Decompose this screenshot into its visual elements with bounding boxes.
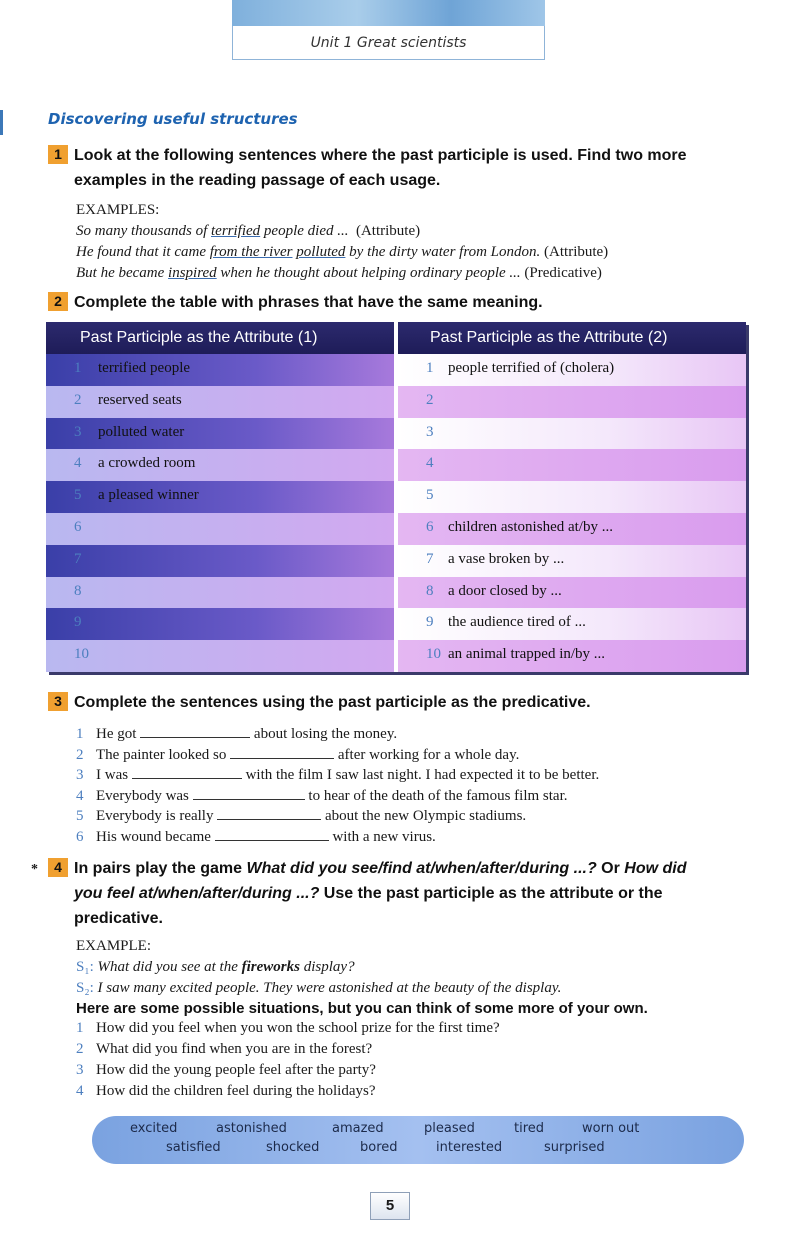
phrase-attribute-2: a vase broken by ... — [448, 550, 565, 567]
unit-title: Unit 1 Great scientists — [232, 26, 545, 60]
sentence-start: I was — [96, 767, 129, 784]
row-number: 2 — [74, 391, 82, 408]
optional-star: * — [31, 862, 38, 877]
cell-left — [46, 577, 394, 609]
answer-blank — [217, 807, 321, 820]
item-number: 6 — [76, 829, 84, 845]
cell-right — [398, 449, 746, 481]
row-number: 8 — [426, 582, 434, 599]
dialogue-line: S₁: What did you see at the fireworks display? — [76, 959, 355, 975]
cell-left — [46, 608, 394, 640]
column-header-1: Past Participle as the Attribute (1) — [80, 329, 318, 346]
phrase-attribute-2: the audience tired of ... — [448, 614, 586, 631]
cell-right — [398, 608, 746, 640]
example-sentence: So many thousands of terrified people died ... (Attribute) — [76, 223, 421, 239]
sentence-end: with a new virus. — [332, 829, 436, 845]
situations-heading: Here are some possible situations, but you can think of some more of your own. — [76, 1000, 648, 1017]
row-number: 2 — [426, 391, 434, 408]
example-label: EXAMPLE: — [76, 938, 151, 954]
sentence-start: Everybody was — [96, 787, 189, 804]
answer-blank — [230, 746, 334, 759]
phrase-attribute-2: people terrified of (cholera) — [448, 360, 615, 376]
row-number: 6 — [74, 519, 82, 535]
question-number: 4 — [76, 1083, 84, 1099]
side-marker — [0, 110, 3, 135]
cell-right — [398, 545, 746, 577]
example-sentence: But he became inspired when he thought about helping ordinary people ... (Predicative) — [76, 265, 602, 281]
sentence-start: Everybody is really — [96, 808, 214, 825]
word-bank-item: pleased — [424, 1121, 475, 1136]
cell-left — [46, 545, 394, 577]
question-item — [76, 1039, 372, 1059]
question-item — [76, 1060, 376, 1080]
word-bank-item: satisfied — [166, 1140, 221, 1155]
sentence-item — [76, 806, 526, 826]
phrase-attribute-1: terrified people — [98, 360, 191, 376]
word-bank-item: amazed — [332, 1121, 384, 1136]
answer-blank — [215, 828, 329, 841]
phrase-attribute-1: a crowded room — [98, 455, 196, 472]
dialogue-line: S₂: I saw many excited people. They were astonished at the beauty of the display. — [76, 980, 562, 996]
phrase-attribute-2: children astonished at/by ... — [448, 519, 613, 535]
sentence-start: The painter looked so — [96, 746, 227, 763]
cell-left — [46, 354, 394, 386]
phrase-table — [46, 322, 746, 672]
question-item — [76, 1081, 376, 1101]
answer-blank — [132, 766, 242, 779]
cell-right — [398, 386, 746, 418]
item-number: 1 — [76, 726, 84, 742]
row-number: 4 — [74, 455, 82, 472]
exercise-number: 3 — [48, 692, 68, 711]
row-number: 4 — [426, 455, 434, 472]
row-number: 6 — [426, 519, 434, 535]
item-number: 3 — [76, 767, 84, 784]
exercise-number: 4 — [48, 858, 68, 877]
sentence-item — [76, 786, 568, 806]
exercise-number: 1 — [48, 145, 68, 164]
sentence-end: about the new Olympic stadiums. — [324, 808, 527, 825]
cell-right — [398, 418, 746, 450]
answer-blank — [140, 725, 250, 738]
row-number: 3 — [74, 423, 82, 440]
question-text: What did you find when you are in the forest? — [96, 1041, 373, 1057]
row-number: 7 — [74, 550, 82, 567]
cell-left — [46, 386, 394, 418]
section-title: Discovering useful structures — [48, 110, 298, 128]
phrase-attribute-1: a pleased winner — [98, 487, 199, 504]
page-number: 5 — [370, 1192, 410, 1220]
question-number: 1 — [76, 1020, 84, 1036]
question-text: How did the children feel during the holidays? — [96, 1083, 376, 1099]
row-number: 8 — [74, 582, 82, 599]
word-bank-item: astonished — [216, 1121, 287, 1136]
sentence-end: about losing the money. — [253, 726, 398, 742]
cell-left — [46, 449, 394, 481]
word-bank-item: shocked — [266, 1140, 320, 1155]
word-bank-item: interested — [436, 1140, 503, 1155]
question-item — [76, 1018, 500, 1038]
cell-right — [398, 513, 746, 545]
sentence-start: He got — [96, 726, 137, 742]
row-number: 9 — [74, 614, 82, 631]
question-text: How did the young people feel after the party? — [96, 1062, 376, 1078]
column-header-2: Past Participle as the Attribute (2) — [430, 329, 668, 346]
exercise-number: 2 — [48, 292, 68, 311]
word-bank-item: bored — [360, 1140, 398, 1155]
cell-right — [398, 481, 746, 513]
row-number: 10 — [74, 646, 89, 663]
column-divider — [394, 322, 398, 672]
examples-label: EXAMPLES: — [76, 202, 160, 218]
answer-blank — [193, 787, 305, 800]
phrase-attribute-2: an animal trapped in/by ... — [448, 646, 606, 663]
cell-right — [398, 354, 746, 386]
row-number: 1 — [74, 360, 82, 376]
sentence-end: with the film I saw last night. I had expected it to be better. — [245, 767, 600, 784]
phrase-attribute-1: polluted water — [98, 423, 185, 440]
sentence-start: His wound became — [96, 829, 211, 845]
question-text: How did you feel when you won the school prize for the first time? — [96, 1020, 500, 1036]
exercise-2-heading: 2 Complete the table with phrases that have the same meaning. — [48, 290, 543, 315]
row-number: 7 — [426, 550, 434, 567]
item-number: 4 — [76, 787, 84, 804]
row-number: 1 — [426, 360, 434, 376]
sentence-item — [76, 724, 397, 744]
cell-left — [46, 481, 394, 513]
sentence-item — [76, 827, 436, 847]
phrase-attribute-2: a door closed by ... — [448, 582, 562, 599]
exercise-4-heading: 4 In pairs play the game What did you see/find at/when/after/during ...? Or How did you feel at/when/after/during ...? Use the past participle as the attribute or the predicative. — [48, 856, 768, 931]
sentence-end: after working for a whole day. — [337, 746, 520, 763]
cell-right — [398, 640, 746, 672]
cell-right — [398, 577, 746, 609]
word-bank-item: worn out — [582, 1121, 640, 1136]
item-number: 5 — [76, 808, 84, 825]
row-number: 5 — [74, 487, 82, 504]
question-number: 3 — [76, 1062, 84, 1078]
cell-left — [46, 513, 394, 545]
sentence-item — [76, 745, 519, 765]
exercise-1-heading: 1 Look at the following sentences where the past participle is used. Find two more examples in the reading passage of each usage. — [48, 143, 748, 193]
question-number: 2 — [76, 1041, 84, 1057]
item-number: 2 — [76, 746, 84, 763]
sentence-end: to hear of the death of the famous film star. — [308, 787, 568, 804]
row-number: 9 — [426, 614, 434, 631]
sentence-item — [76, 765, 599, 785]
word-bank — [92, 1116, 744, 1164]
phrase-attribute-1: reserved seats — [98, 391, 182, 408]
header-decoration — [232, 0, 545, 26]
cell-left — [46, 418, 394, 450]
exercise-3-heading: 3 Complete the sentences using the past participle as the predicative. — [48, 690, 591, 715]
word-bank-item: surprised — [544, 1140, 605, 1155]
example-sentence: He found that it came from the river polluted by the dirty water from London. (Attribute) — [76, 244, 609, 260]
row-number: 3 — [426, 423, 434, 440]
cell-left — [46, 640, 394, 672]
word-bank-item: tired — [514, 1121, 545, 1136]
row-number: 5 — [426, 487, 434, 504]
word-bank-item: excited — [130, 1121, 178, 1136]
row-number: 10 — [426, 646, 441, 663]
